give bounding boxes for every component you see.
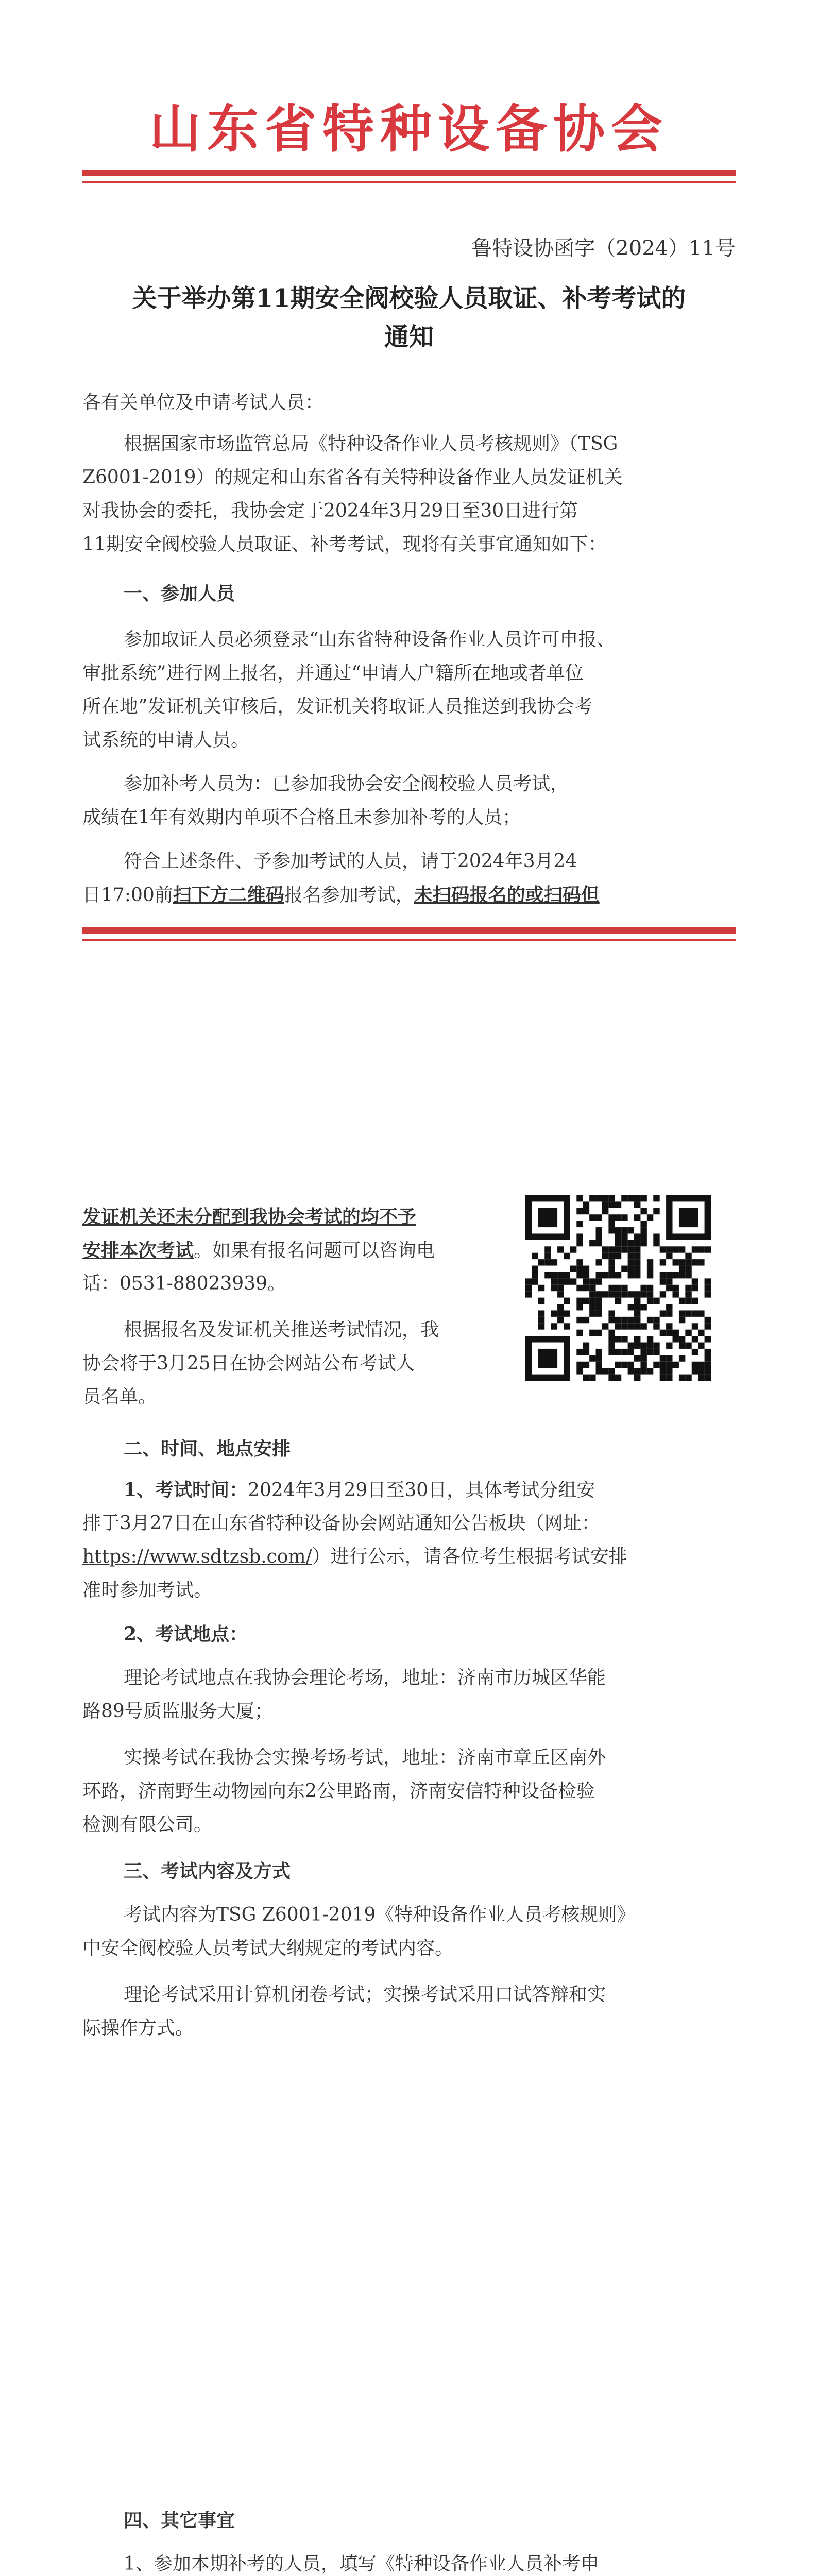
- doc-number: 鲁特设协函字（2024）11号: [471, 236, 736, 260]
- s1-para2-line: 参加补考人员为：已参加我协会安全阀校验人员考试，: [124, 773, 569, 794]
- s2-theory-line: 理论考试地点在我协会理论考场，地址：济南市历城区华能: [124, 1667, 606, 1688]
- s2-practice-line: 实操考试在我协会实操考场考试，地址：济南市章丘区南外: [124, 1747, 606, 1768]
- s1-consult: 。如果有报名问题可以咨询电: [194, 1240, 435, 1261]
- s3-content-line: 中安全阀校验人员考试大纲规定的考试内容。: [82, 1938, 454, 1959]
- registration-qr-code[interactable]: [525, 1195, 711, 1381]
- intro-line: Z6001-2019）的规定和山东省各有关特种设备作业人员发证机关: [82, 467, 623, 488]
- s1-para3-register: 报名参加考试，: [284, 885, 414, 906]
- s3-method-line: 理论考试采用计算机闭卷考试；实操考试采用口试答辩和实: [124, 1984, 606, 2005]
- s1-para3-line3: 发证机关还未分配到我协会考试的均不予: [82, 1206, 417, 1228]
- s2-theory-line: 路89号质监服务大厦；: [82, 1701, 273, 1722]
- s1-para3-deadline: 日17:00前: [82, 885, 173, 906]
- s2-website-after: ）进行公示，请各位考生根据考试安排: [312, 1546, 627, 1567]
- header-rule-thick: [82, 170, 736, 176]
- s2-place-label: 2、考试地点：: [124, 1623, 248, 1645]
- s2-website-line: [82, 1540, 627, 1573]
- s1-para4-line: 员名单。: [82, 1386, 157, 1408]
- s1-no-exam-arranged: 安排本次考试: [82, 1240, 194, 1261]
- section1-heading: 一、参加人员: [124, 583, 235, 604]
- section3-heading: 三、考试内容及方式: [124, 1860, 291, 1882]
- s1-para3-line4: [82, 1234, 435, 1267]
- s1-para1-line: 审批系统”进行网上报名，并通过“申请人户籍所在地或者单位: [82, 663, 584, 684]
- org-header: 山东省特种设备协会: [149, 98, 669, 159]
- s1-para1-line: 所在地”发证机关审核后，发证机关将取证人员推送到我协会考: [82, 696, 593, 717]
- s1-para1-line: 参加取证人员必须登录“山东省特种设备作业人员许可申报、: [124, 629, 616, 650]
- s1-para3-line2: [82, 878, 600, 912]
- s2-time-line: 排于3月27日在山东省特种设备协会网站通知公告板块（网址：: [82, 1513, 600, 1534]
- intro-line: 11期安全阀校验人员取证、补考考试，现将有关事宜通知如下：: [82, 534, 607, 555]
- intro-line: 对我协会的委托，我协会定于2024年3月29日至30日进行第: [82, 500, 578, 521]
- intro-line: 根据国家市场监管总局《特种设备作业人员考核规则》（TSG: [124, 433, 618, 454]
- s2-time-line: [124, 1473, 595, 1507]
- s1-para1-line: 试系统的申请人员。: [82, 730, 250, 751]
- s1-para4-line: 协会将于3月25日在协会网站公布考试人: [82, 1353, 415, 1374]
- s2-time-label: 1、考试时间：: [124, 1479, 248, 1501]
- s2-practice-line: 检测有限公司。: [82, 1814, 213, 1835]
- s1-para2-line: 成绩在1年有效期内单项不合格且未参加补考的人员；: [82, 807, 521, 828]
- page-break-rule-thick: [82, 927, 736, 934]
- s4-item1-line: 1、参加本期补考的人员，填写《特种设备作业人员补考申: [124, 2553, 599, 2574]
- s1-para3-scan-qr: 扫下方二维码: [173, 884, 284, 906]
- section2-heading: 二、时间、地点安排: [124, 1438, 291, 1460]
- header-rule-thin: [82, 181, 736, 183]
- salutation: 各有关单位及申请考试人员：: [82, 392, 324, 413]
- s1-para3-warning: 未扫码报名的或扫码但: [414, 884, 600, 906]
- s1-para3-line5: 话：0531-88023939。: [82, 1273, 286, 1294]
- title-line-2: 通知: [384, 323, 434, 351]
- s2-time-line: 准时参加考试。: [82, 1580, 213, 1601]
- s1-para3-line1: 符合上述条件、予参加考试的人员，请于2024年3月24: [124, 851, 577, 872]
- s1-para4-line: 根据报名及发证机关推送考试情况，我: [124, 1319, 439, 1341]
- s3-method-line: 际操作方式。: [82, 2018, 194, 2039]
- s3-content-line: 考试内容为TSG Z6001-2019《特种设备作业人员考核规则》: [124, 1904, 636, 1925]
- website-link[interactable]: https://www.sdtzsb.com/: [82, 1546, 312, 1567]
- s2-practice-line: 环路，济南野生动物园向东2公里路南，济南安信特种设备检验: [82, 1781, 595, 1802]
- title-line-1: 关于举办第11期安全阀校验人员取证、补考考试的: [132, 284, 686, 313]
- section4-heading: 四、其它事宜: [124, 2510, 235, 2531]
- page-break-rule-thin: [82, 939, 736, 941]
- s2-time-text: 2024年3月29日至30日，具体考试分组安: [248, 1480, 595, 1501]
